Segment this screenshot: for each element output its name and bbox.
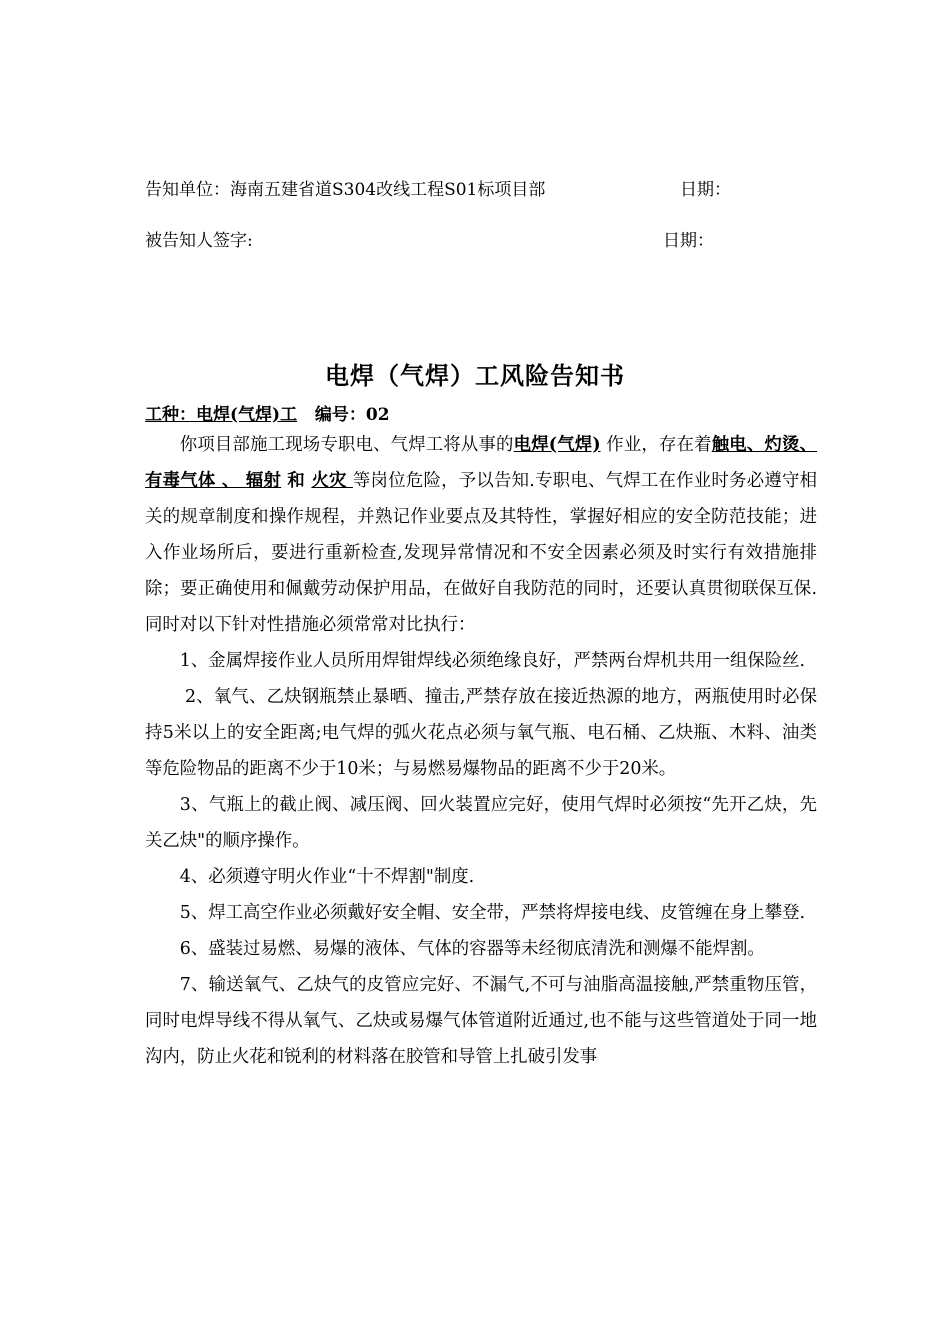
hazard-burn: 灼烫: [764, 435, 800, 455]
hazard-electric-shock: 触电: [711, 435, 747, 455]
signee-date-label: 日期：: [663, 231, 714, 251]
worktype-line: [145, 400, 390, 425]
document-title: 电焊（气焊）工风险告知书: [325, 361, 625, 390]
hazard-fire: 火灾: [311, 471, 353, 491]
notifier-unit: 告知单位：海南五建省道S304改线工程S01标项目部: [145, 180, 546, 200]
worktype-label: 工种：: [145, 405, 196, 425]
notice-body: [145, 427, 817, 1075]
list-item: 6、盛装过易燃、易爆的液体、气体的容器等未经彻底清洗和测爆不能焊割。: [179, 939, 765, 959]
number-value: 02: [365, 405, 390, 425]
job-name: 电焊(气焊): [513, 435, 601, 455]
list-item: 7、输送氧气、乙炔气的皮管应完好、不漏气,不可与油脂高温接触,严禁重物压管，同时电焊导线不得从氧气、乙炔或易爆气体管道附近通过,也不能与这些管道处于同一地沟内，防止火花和锐利的材料落在胶管和导管上扎破引发事: [145, 975, 817, 1067]
signee-label: 被告知人签字:: [145, 231, 253, 251]
list-item: 3、气瓶上的截止阀、减压阀、回火装置应完好，使用气焊时必须按“先开乙炔，先关乙炔"的顺序操作。: [145, 795, 817, 851]
list-item: 1、金属焊接作业人员所用焊钳焊线必须绝缘良好，严禁两台焊机共用一组保险丝.: [179, 651, 806, 671]
worktype-value: 电焊(气焊)工: [196, 405, 298, 425]
hazard-radiation: 辐射: [245, 471, 282, 491]
list-item: 4、必须遵守明火作业“十不焊割"制度.: [179, 867, 475, 887]
intro-paragraph: 你项目部施工现场专职电、气焊工将从事的电焊(气焊) 作业，存在着触电、灼烫、 有毒气体 、 辐射 和 火灾 等岗位危险，予以告知.专职电、气焊工在作业时务必遵守相关的规章制度和操作规程，并熟记作业要点及其特性，掌握好相应的安全防范技能；进入作业场所后，要进行重新检查,发现异常情况和不安全因素必须及时实行有效措施排除；要正确使用和佩戴劳动保护用品，在做好自我防范的同时，还要认真贯彻联保互保.同时对以下针对性措施必须常常对比执行：: [145, 435, 818, 635]
list-item: 2、氧气、乙炔钢瓶禁止暴晒、撞击,严禁存放在接近热源的地方，两瓶使用时必保持5米以上的安全距离;电气焊的弧火花点必须与氧气瓶、电石桶、乙炔瓶、木料、油类等危险物品的距离不少于10米；与易燃易爆物品的距离不少于20米。: [145, 687, 817, 779]
number-label: 编号：: [314, 405, 366, 425]
list-item: 5、焊工高空作业必须戴好安全帽、安全带，严禁将焊接电线、皮管缠在身上攀登.: [179, 903, 806, 923]
hazard-toxic-gas: 有毒气体: [145, 471, 222, 491]
date-label: 日期：: [680, 180, 731, 200]
